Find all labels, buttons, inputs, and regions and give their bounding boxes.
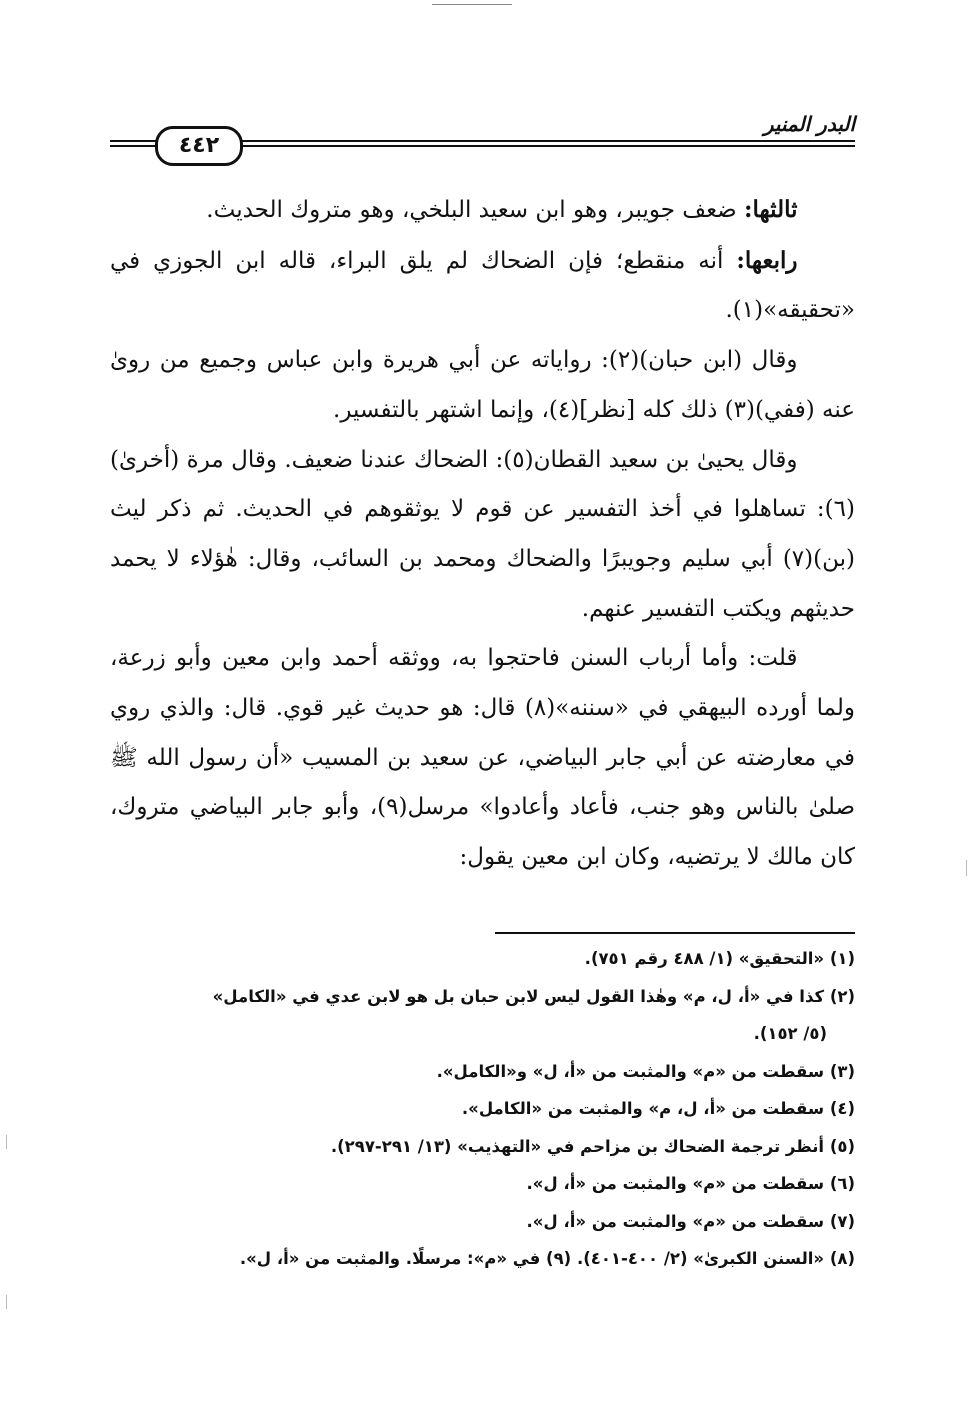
paragraph-text: أنه منقطع؛ فإن الضحاك لم يلق البراء، قاله ابن الجوزي في «تحقيقه»(١).: [110, 247, 855, 324]
footnote: (٨) «السنن الكبرىٰ» (٢/ ٤٠٠-٤٠١). (٩) في «م»: مرسلًا. والمثبت من «أ، ل».: [239, 1249, 855, 1268]
page-number-badge: ٤٤٢: [155, 126, 243, 166]
footnote: (٣) سقطت من «م» والمثبت من «أ، ل» و«الكامل».: [436, 1061, 855, 1081]
margin-scan-mark: [966, 860, 967, 876]
footnote: (٧) سقطت من «م» والمثبت من «أ، ل».: [526, 1211, 855, 1231]
margin-scan-mark: [6, 1295, 7, 1309]
paragraph-lead: رابعها:: [736, 246, 798, 274]
paragraph-text: قلت: وأما أرباب السنن فاحتجوا به، ووثقه أحمد وابن معين وأبو زرعة، ولما أورده البيهقي في «سننه»(٨) قال: هو حديث غير قوي. قال: والذي روي في معارضته عن أبي جابر البياضي، عن سعيد بن المسيب «أن رسول الله ﷺ صلىٰ بالناس وهو جنب، فأعاد وأعادوا» مرسل(٩)، وأبو جابر البياضي متروك، كان مالك لا يرتضيه، وكان ابن معين يقول:: [110, 645, 855, 871]
paragraph-lead: ثالثها:: [744, 196, 798, 223]
main-text: [110, 185, 855, 883]
footnote-continuation: (٥/ ١٥٢).: [753, 1024, 827, 1043]
paragraph: [110, 185, 855, 236]
top-scan-mark: [432, 4, 512, 5]
paragraph: [110, 436, 855, 635]
paragraph-text: وقال يحيىٰ بن سعيد القطان(٥): الضحاك عندنا ضعيف. وقال مرة (أخرىٰ)(٦): تساهلوا في أخذ التفسير عن قوم لا يوثقوهم في الحديث. ثم ذكر ليث (بن)(٧) أبي سليم وجويبرًا والضحاك ومحمد بن السائب، وقال: هٰؤلاء لا يحمد حديثهم ويكتب التفسير عنهم.: [110, 446, 855, 622]
paragraph: [110, 236, 855, 336]
page-header: [110, 112, 855, 172]
paragraph: [110, 634, 855, 883]
paragraph-text: ضعف جويبر، وهو ابن سعيد البلخي، وهو متروك الحديث.: [206, 197, 745, 223]
footnote: (١) «التحقيق» (١/ ٤٨٨ رقم ٧٥١).: [584, 949, 855, 968]
footnote: (٦) سقطت من «م» والمثبت من «أ، ل».: [526, 1174, 855, 1193]
paragraph: [110, 336, 855, 435]
paragraph-text: وقال (ابن حبان)(٢): رواياته عن أبي هريرة وابن عباس وجميع من روىٰ عنه (ففي)(٣) ذلك كله [نظر](٤)، وإنما اشتهر بالتفسير.: [110, 347, 855, 423]
footnote: (٢) كذا في «أ، ل، م» وهٰذا القول ليس لابن حبان بل هو لابن عدي في «الكامل»: [212, 986, 855, 1006]
book-title: البدر المنير: [763, 112, 855, 136]
footnote: (٤) سقطت من «أ، ل، م» والمثبت من «الكامل».: [461, 1099, 855, 1118]
margin-scan-mark: [6, 1135, 7, 1149]
footnote: (٥) أنظر ترجمة الضحاك بن مزاحم في «التهذيب» (١٣/ ٢٩١-٢٩٧).: [330, 1136, 855, 1156]
footnote-divider: [495, 932, 855, 934]
footnotes: [110, 940, 855, 1278]
